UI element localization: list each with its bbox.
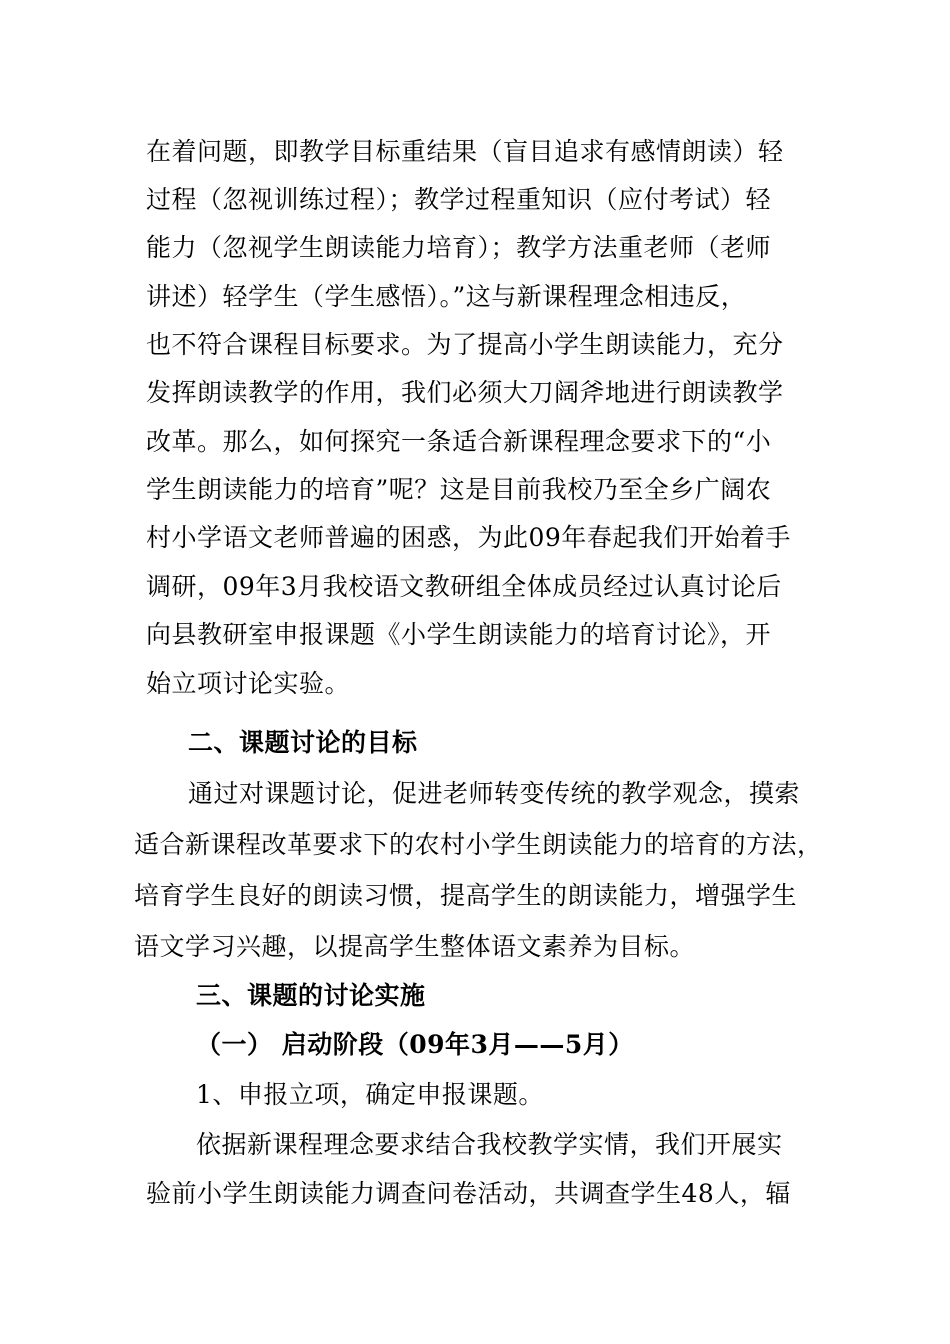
- paragraph-line: 能力（忽视学生朗读能力培育）；教学方法重老师（老师: [146, 233, 772, 262]
- paragraph-line: 语文学习兴趣，以提高学生整体语文素养为目标。: [134, 932, 696, 961]
- paragraph-line: 在着问题，即教学目标重结果（盲目追求有感情朗读）轻: [146, 137, 784, 166]
- paragraph-line: 过程（忽视训练过程）；教学过程重知识（应付考试）轻: [146, 185, 772, 214]
- list-item: 1、申报立项，确定申报课题。: [196, 1080, 544, 1109]
- paragraph-line: 依据新课程理念要求结合我校教学实情，我们开展实: [196, 1130, 783, 1159]
- paragraph-line: 通过对课题讨论，促进老师转变传统的教学观念，摸索: [188, 779, 801, 808]
- paragraph-line: 向县教研室申报课题《小学生朗读能力的培育讨论》，开: [146, 620, 772, 649]
- paragraph-line: 改革。那么，如何探究一条适合新课程理念要求下的“小: [146, 427, 772, 456]
- paragraph-line: 讲述）轻学生（学生感悟）。”这与新课程理念相违反，: [146, 282, 747, 311]
- paragraph-line: 发挥朗读教学的作用，我们必须大刀阔斧地进行朗读教学: [146, 378, 784, 407]
- paragraph-line: 调研，09年3月我校语文教研组全体成员经过认真讨论后: [146, 572, 782, 601]
- paragraph-line: 村小学语文老师普遍的困惑，为此09年春起我们开始着手: [146, 523, 791, 552]
- paragraph-line: 适合新课程改革要求下的农村小学生朗读能力的培育的方法，: [134, 830, 823, 859]
- paragraph-line: 验前小学生朗读能力调查问卷活动，共调查学生48人，辐: [146, 1179, 791, 1208]
- paragraph-line: 始立项讨论实验。: [146, 669, 351, 698]
- subsection-heading: （一） 启动阶段（09年3月——5月）: [196, 1030, 634, 1059]
- section-heading: 三、课题的讨论实施: [196, 981, 426, 1010]
- paragraph-line: 培育学生良好的朗读习惯，提高学生的朗读能力，增强学生: [134, 881, 798, 910]
- section-heading: 二、课题讨论的目标: [188, 728, 418, 757]
- paragraph-line: 也不符合课程目标要求。为了提高小学生朗读能力，充分: [146, 330, 784, 359]
- paragraph-line: 学生朗读能力的培育”呢？这是目前我校乃至全乡广阔农: [146, 475, 772, 504]
